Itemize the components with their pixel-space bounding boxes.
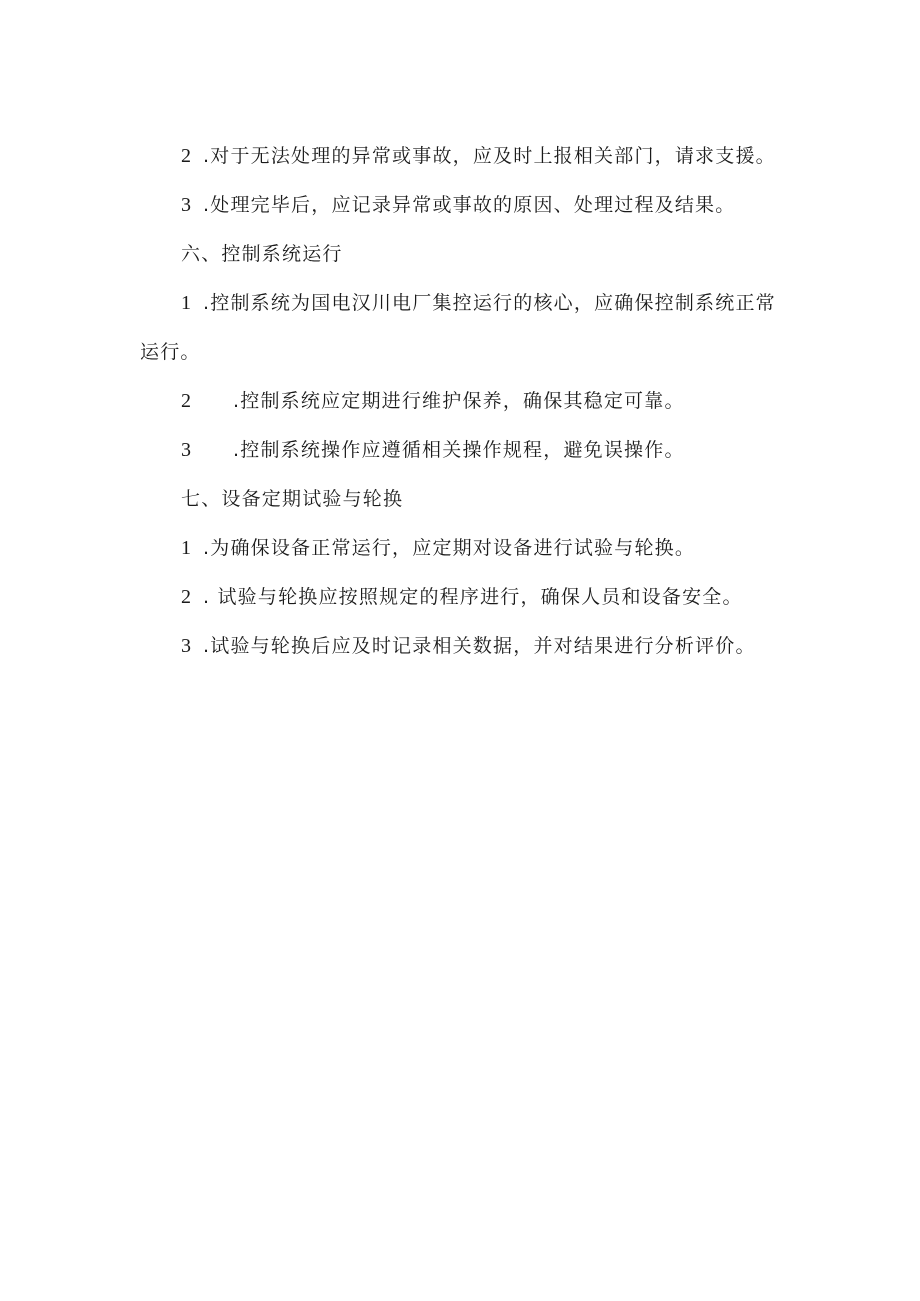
item-number: 1 <box>181 537 193 559</box>
item-text: .处理完毕后，应记录异常或事故的原因、处理过程及结果。 <box>203 194 736 216</box>
paragraph-line <box>181 585 743 609</box>
paragraph-line <box>181 634 756 658</box>
item-text: .控制系统应定期进行维护保养，确保其稳定可靠。 <box>233 390 685 412</box>
paragraph-line <box>181 291 776 315</box>
section-heading-text: 六、控制系统运行 <box>181 243 343 265</box>
item-number: 3 <box>181 635 193 657</box>
section-heading <box>181 487 403 511</box>
paragraph-line <box>181 438 685 462</box>
item-number: 3 <box>181 439 193 461</box>
item-text: . 试验与轮换应按照规定的程序进行，确保人员和设备安全。 <box>203 586 743 608</box>
item-text: .控制系统为国电汉川电厂集控运行的核心，应确保控制系统正常 <box>203 292 776 314</box>
item-number: 2 <box>181 586 193 608</box>
item-text: .试验与轮换后应及时记录相关数据，并对结果进行分析评价。 <box>203 635 756 657</box>
item-number: 2 <box>181 390 193 412</box>
section-heading-text: 七、设备定期试验与轮换 <box>181 488 404 510</box>
paragraph-line <box>181 193 735 217</box>
paragraph-line <box>181 144 776 168</box>
continuation-text: 运行。 <box>140 341 201 363</box>
item-number: 3 <box>181 194 193 216</box>
paragraph-line <box>181 389 685 413</box>
item-text: .控制系统操作应遵循相关操作规程，避免误操作。 <box>233 439 685 461</box>
paragraph-line <box>181 536 695 560</box>
item-number: 1 <box>181 292 193 314</box>
item-text: .对于无法处理的异常或事故，应及时上报相关部门，请求支援。 <box>203 145 776 167</box>
paragraph-continuation <box>140 340 201 364</box>
section-heading <box>181 242 343 266</box>
item-text: .为确保设备正常运行，应定期对设备进行试验与轮换。 <box>203 537 696 559</box>
item-number: 2 <box>181 145 193 167</box>
